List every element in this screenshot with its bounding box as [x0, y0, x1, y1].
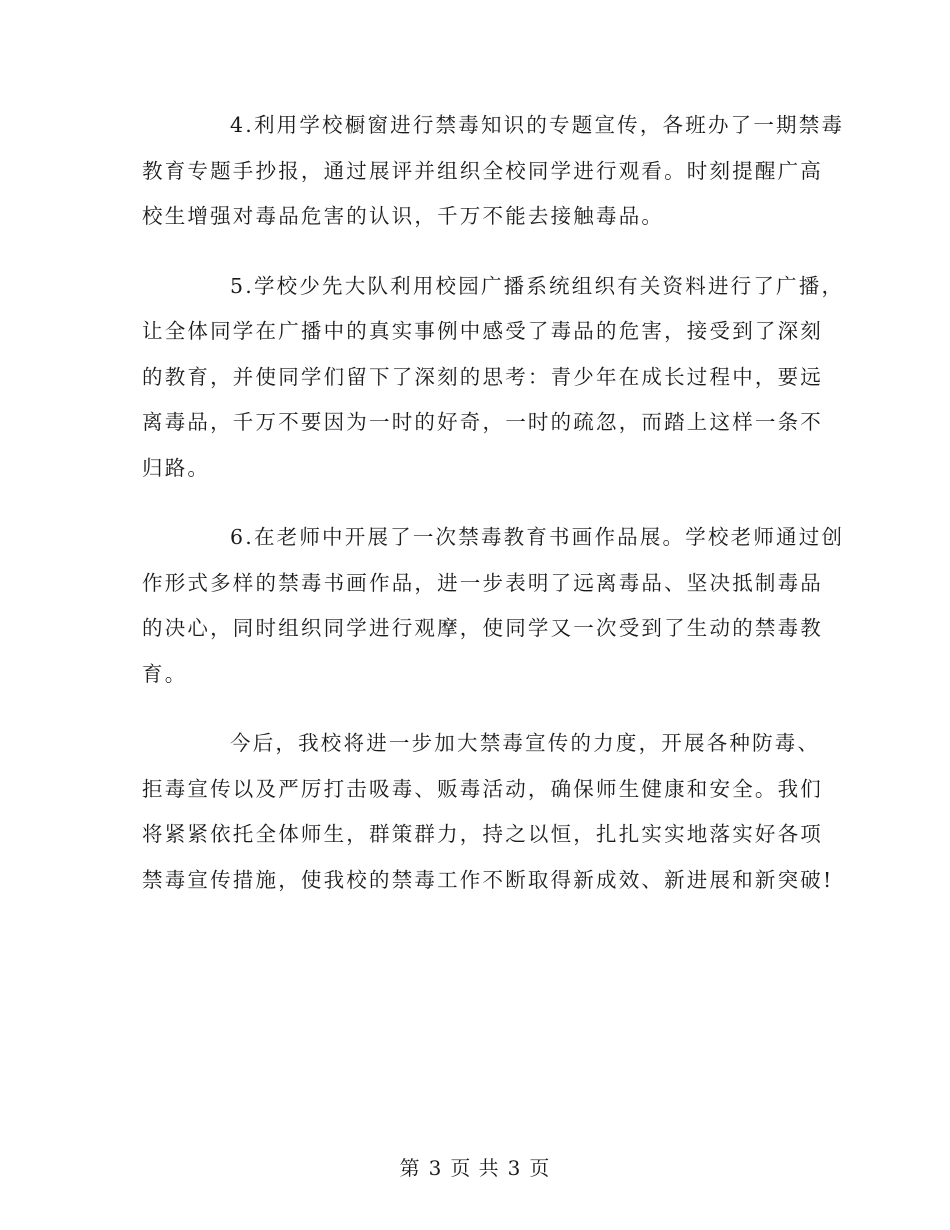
paragraph-line: 拒毒宣传以及严厉打击吸毒、贩毒活动，确保师生健康和安全。我们 [142, 776, 823, 801]
paragraph-line: 作形式多样的禁毒书画作品，进一步表明了远离毒品、坚决抵制毒品 [142, 570, 823, 595]
paragraph-line: 的决心，同时组织同学进行观摩，使同学又一次受到了生动的禁毒教 [142, 616, 823, 640]
paragraph-line: 禁毒宣传措施，使我校的禁毒工作不断取得新成效、新进展和新突破! [142, 867, 834, 892]
paragraph-line: 6.在老师中开展了一次禁毒教育书画作品展。学校老师通过创 [230, 525, 845, 549]
page-label-mid: 页 共 [450, 1156, 500, 1180]
page-label-suffix: 页 [529, 1156, 551, 1180]
page-label-prefix: 第 [399, 1156, 421, 1180]
paragraph-line: 的教育，并使同学们留下了深刻的思考：青少年在成长过程中，要远 [142, 364, 823, 389]
paragraph-line: 4.利用学校橱窗进行禁毒知识的专题宣传，各班办了一期禁毒 [230, 113, 845, 137]
page-footer [0, 1152, 950, 1181]
paragraph-line: 教育专题手抄报，通过展评并组织全校同学进行观看。时刻提醒广高 [142, 158, 823, 183]
current-page-number: 3 [428, 1156, 443, 1180]
paragraph-line: 让全体同学在广播中的真实事例中感受了毒品的危害，接受到了深刻 [142, 319, 823, 343]
paragraph-item-5 [142, 264, 845, 492]
paragraph-line: 今后，我校将进一步加大禁毒宣传的力度，开展各种防毒、 [230, 731, 821, 755]
paragraph-line: 归路。 [142, 455, 211, 480]
total-pages-number: 3 [507, 1156, 522, 1180]
paragraph-line: 校生增强对毒品危害的认识，千万不能去接触毒品。 [142, 204, 665, 228]
paragraph-item-4 [142, 103, 845, 240]
paragraph-line: 育。 [142, 661, 188, 686]
paragraph-line: 5.学校少先大队利用校园广播系统组织有关资料进行了广播， [230, 273, 845, 298]
paragraph-conclusion [142, 721, 834, 903]
document-body [142, 103, 845, 927]
paragraph-item-6 [142, 515, 845, 697]
paragraph-line: 将紧紧依托全体师生，群策群力，持之以恒，扎扎实实地落实好各项 [142, 822, 823, 846]
paragraph-line: 离毒品，千万不要因为一时的好奇，一时的疏忽，而踏上这样一条不 [142, 410, 823, 434]
